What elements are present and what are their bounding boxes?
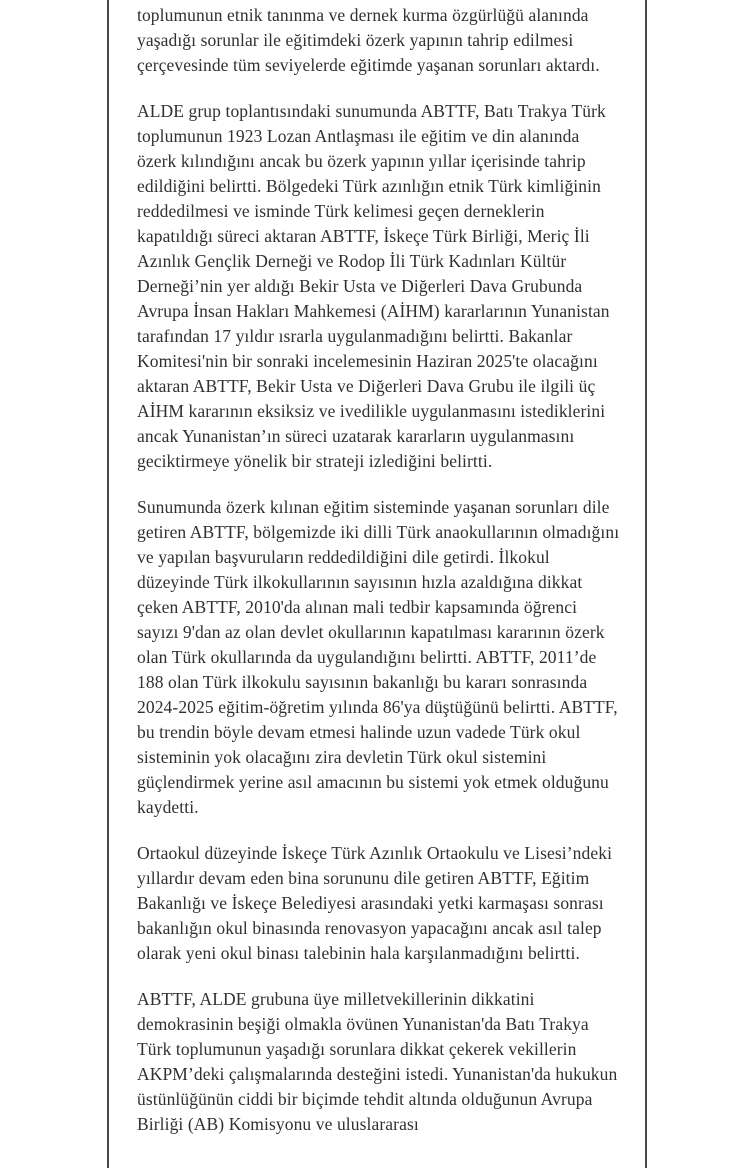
article-column (107, 0, 647, 1168)
article-paragraph-3: Sunumunda özerk kılınan eğitim sisteminde yaşanan sorunları dile getiren ABTTF, bölgemizde iki dilli Türk anaokullarının olmadığını ve yapılan başvuruların reddedildiğini dile getirdi. İlkokul düzeyinde Türk ilkokullarının sayısının hızla azaldığına dikkat çeken ABTTF, 2010'da alınan mali tedbir kapsamında öğrenci sayızı 9'dan az olan devlet okullarının kapatılması kararının özerk olan Türk okullarında da uygulandığını belirtti. ABTTF, 2011’de 188 olan Türk ilkokulu sayısının bakanlığı bu kararı sonrasında 2024-2025 eğitim-öğretim yılında 86'ya düştüğünü belirtti. ABTTF, bu trendin böyle devam etmesi halinde uzun vadede Türk okul sisteminin yok olacağını zira devletin Türk okul sistemini güçlendirmek yerine asıl amacının bu sistemi yok etmek olduğunu kaydetti. (137, 497, 620, 817)
article-paragraph-4: Ortaokul düzeyinde İskeçe Türk Azınlık Ortaokulu ve Lisesi’ndeki yıllardır devam eden bina sorununu dile getiren ABTTF, Eğitim Bakanlığı ve İskeçe Belediyesi arasındaki yetki karmaşası sonrası bakanlığın okul binasında renovasyon yapacağını ancak asıl talep olarak yeni okul binası talebinin hala karşılanmadığını belirtti. (137, 843, 613, 963)
article-paragraph-1: toplumunun etnik tanınma ve dernek kurma özgürlüğü alanında yaşadığı sorunlar ile eğitimdeki özerk yapının tahrip edilmesi çerçevesinde tüm seviyelerde eğitimde yaşanan sorunları aktardı. (137, 5, 600, 75)
article-paragraph-5: ABTTF, ALDE grubuna üye milletvekillerinin dikkatini demokrasinin beşiği olmakla övünen Yunanistan'da Batı Trakya Türk toplumunun yaşadığı sorunlara dikkat çekerek vekillerin AKPM’deki çalışmalarında desteğini istedi. Yunanistan'da hukukun üstünlüğünün ciddi bir biçimde tehdit altında olduğunun Avrupa Birliği (AB) Komisyonu ve uluslararası (137, 989, 618, 1134)
article-paragraph-2: ALDE grup toplantısındaki sunumunda ABTTF, Batı Trakya Türk toplumunun 1923 Lozan Antlaşması ile eğitim ve din alanında özerk kılındığını ancak bu özerk yapının yıllar içerisinde tahrip edildiğini belirtti. Bölgedeki Türk azınlığın etnik Türk kimliğinin reddedilmesi ve isminde Türk kelimesi geçen derneklerin kapatıldığı süreci aktaran ABTTF, İskeçe Türk Birliği, Meriç İli Azınlık Gençlik Derneği ve Rodop İli Türk Kadınları Kültür Derneği’nin yer aldığı Bekir Usta ve Diğerleri Dava Grubunda Avrupa İnsan Hakları Mahkemesi (AİHM) kararlarının Yunanistan tarafından 17 yıldır ısrarla uygulanmadığını belirtti. Bakanlar Komitesi'nin bir sonraki incelemesinin Haziran 2025'te olacağını aktaran ABTTF, Bekir Usta ve Diğerleri Dava Grubu ile ilgili üç AİHM kararının eksiksiz ve ivedilikle uygulanmasını istediklerini ancak Yunanistan’ın süreci uzatarak kararların uygulanmasını geciktirmeye yönelik bir strateji izlediğini belirtti. (137, 101, 610, 471)
